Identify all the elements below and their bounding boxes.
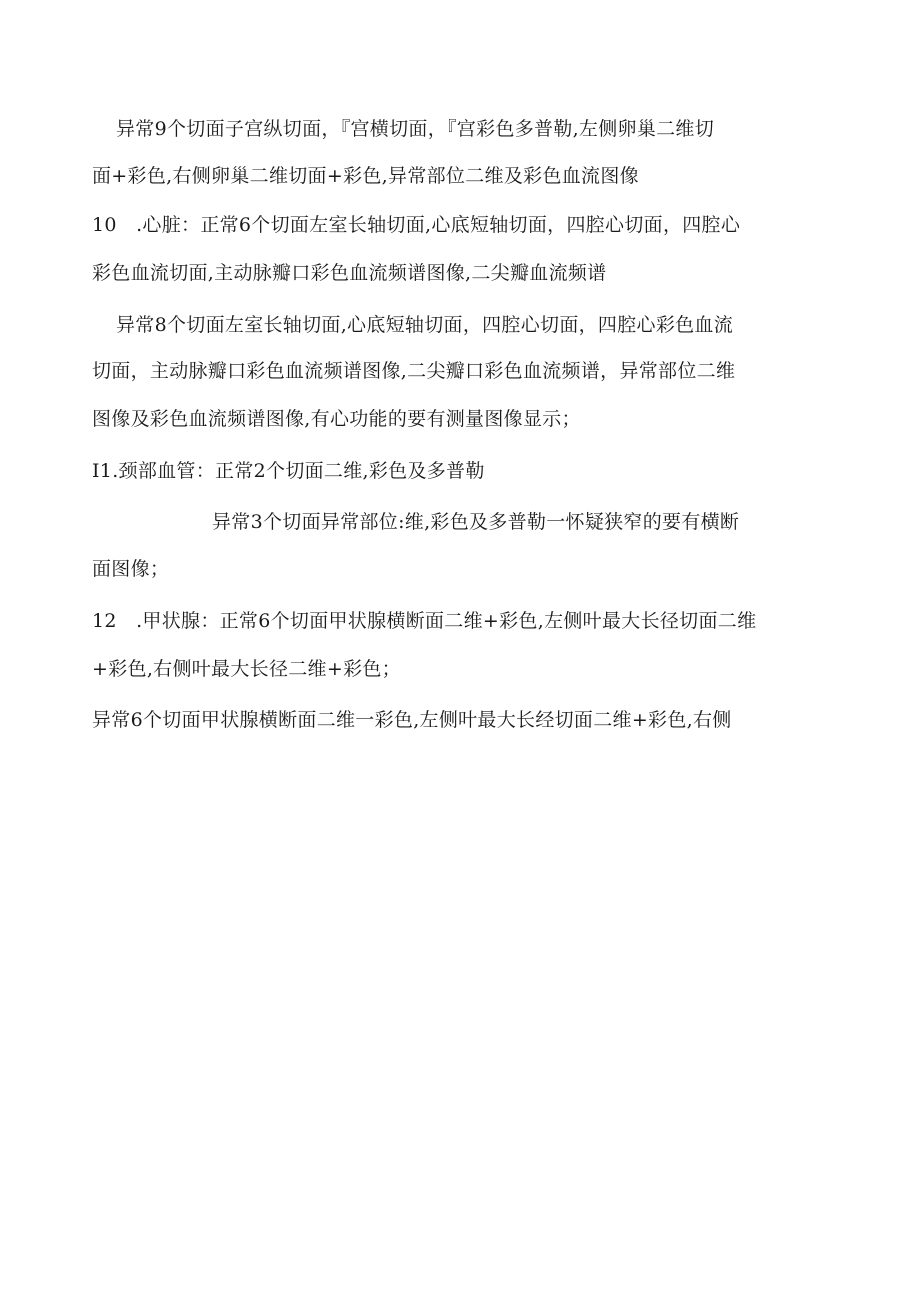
text-line: 异常3个切面异常部位:维,彩色及多普勒一怀疑狭窄的要有横断 [212, 511, 740, 533]
text-line: 10 .心脏：正常6个切面左室长轴切面,心底短轴切面，四腔心切面，四腔心 [92, 214, 741, 236]
text-line: 面图像； [92, 558, 170, 580]
text-line: 彩色血流切面,主动脉瓣口彩色血流频谱图像,二尖瓣血流频谱 [92, 262, 607, 284]
text-line: I1.颈部血管：正常2个切面二维,彩色及多普勒 [92, 460, 485, 482]
text-line: 异常9个切面子宫纵切面，『宫横切面，『宫彩色多普勒,左侧卵巢二维切 [116, 118, 715, 140]
text-line: 异常8个切面左室长轴切面,心底短轴切面，四腔心切面，四腔心彩色血流 [116, 314, 734, 336]
text-line: +彩色,右侧叶最大长径二维+彩色； [92, 658, 401, 680]
text-line: 图像及彩色血流频谱图像,有心功能的要有测量图像显示； [92, 408, 581, 430]
text-line: 切面，主动脉瓣口彩色血流频谱图像,二尖瓣口彩色血流频谱，异常部位二维 [92, 360, 736, 382]
text-line: 面+彩色,右侧卵巢二维切面+彩色,异常部位二维及彩色血流图像 [92, 165, 639, 187]
text-line: 12 .甲状腺：正常6个切面甲状腺横断面二维+彩色,左侧叶最大长径切面二维 [92, 610, 757, 632]
text-line: 异常6个切面甲状腺横断面二维一彩色,左侧叶最大长经切面二维+彩色,右侧 [92, 709, 732, 731]
